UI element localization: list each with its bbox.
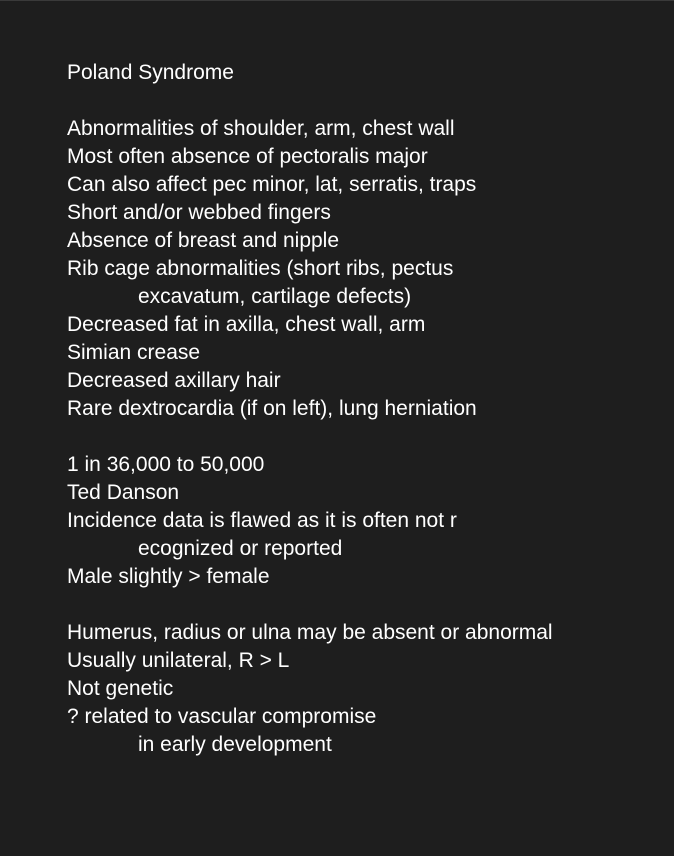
blank-line: [67, 591, 553, 619]
note-line-continuation: excavatum, cartilage defects): [138, 285, 412, 308]
note-line: Incidence data is flawed as it is often not r: [67, 509, 457, 532]
note-line: Most often absence of pectoralis major: [67, 145, 428, 168]
note-line: Decreased axillary hair: [67, 369, 281, 392]
note-line: Not genetic: [67, 677, 174, 700]
note-line: Male slightly > female: [67, 565, 270, 588]
note-line: Decreased fat in axilla, chest wall, arm: [67, 313, 426, 336]
note-line: Ted Danson: [67, 481, 180, 504]
blank-line: [67, 87, 553, 115]
note-line: Short and/or webbed fingers: [67, 201, 331, 224]
note-line: Rib cage abnormalities (short ribs, pectus: [67, 257, 454, 280]
notes-title: Poland Syndrome: [67, 61, 234, 84]
note-line-continuation: in early development: [138, 733, 332, 756]
note-line: Absence of breast and nipple: [67, 229, 340, 252]
note-line: Can also affect pec minor, lat, serratis, traps: [67, 173, 477, 196]
note-line-continuation: ecognized or reported: [138, 537, 343, 560]
note-line: Rare dextrocardia (if on left), lung herniation: [67, 397, 477, 420]
note-line: Abnormalities of shoulder, arm, chest wall: [67, 117, 455, 140]
note-line: Usually unilateral, R > L: [67, 649, 290, 672]
note-line: Simian crease: [67, 341, 201, 364]
note-line: 1 in 36,000 to 50,000: [67, 453, 265, 476]
notes-text-body: [67, 59, 553, 759]
blank-line: [67, 423, 553, 451]
note-line: ? related to vascular compromise: [67, 705, 377, 728]
note-line: Humerus, radius or ulna may be absent or abnormal: [67, 621, 553, 644]
